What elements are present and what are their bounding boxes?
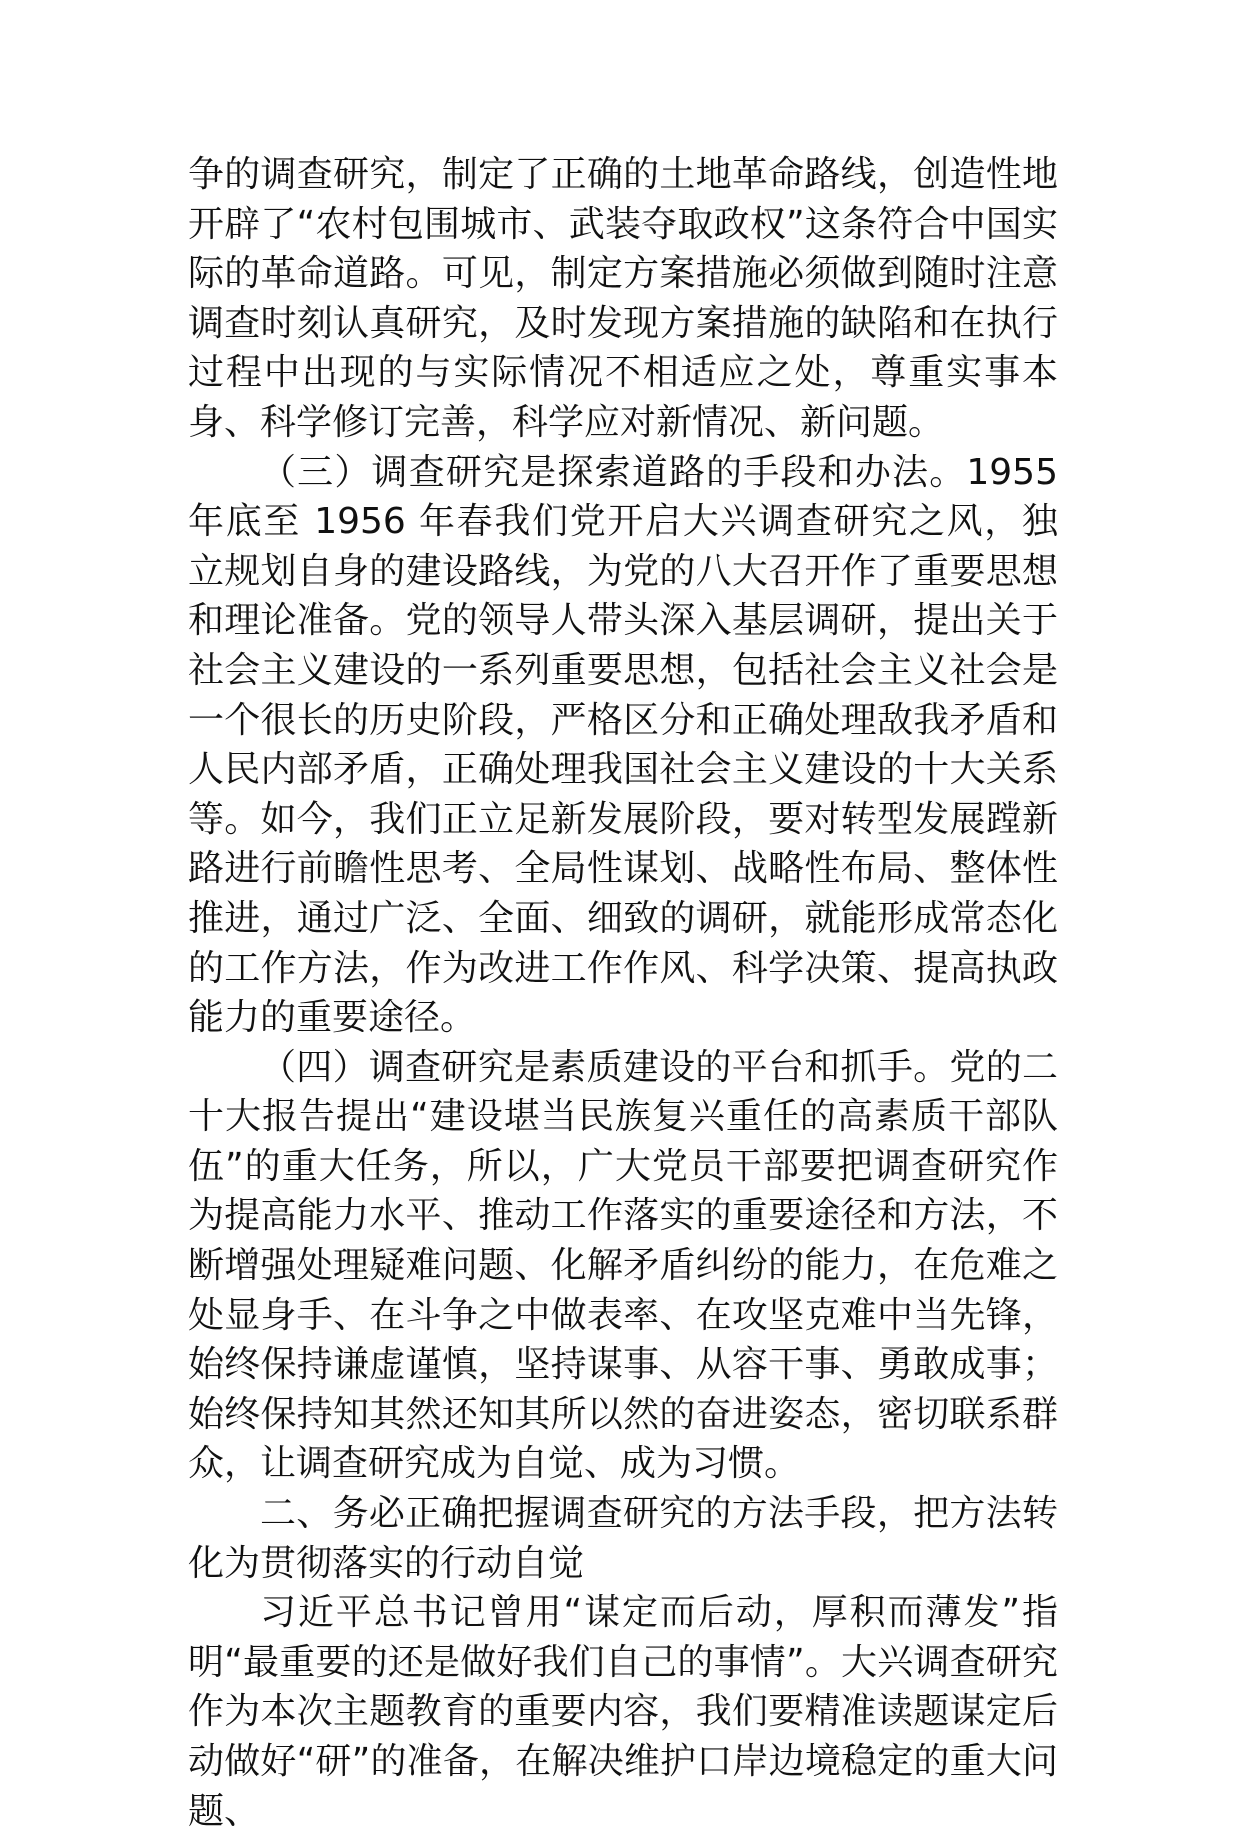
section-heading-2: 二、务必正确把握调查研究的方法手段，把方法转化为贯彻落实的行动自觉 bbox=[188, 1493, 1058, 1584]
body-paragraph-section-4: （四）调查研究是素质建设的平台和抓手。党的二十大报告提出“建设堪当民族复兴重任的高素质干部队伍”的重大任务，所以，广大党员干部要把调查研究作为提高能力水平、推动工作落实的重要途径和方法，不断增强处理疑难问题、化解矛盾纠纷的能力，在危难之处显身手、在斗争之中做表率、在攻坚克难中当先锋，始终保持谦虚谨慎，坚持谋事、从容干事、勇敢成事；始终保持知其然还知其所以然的奋进姿态，密切联系群众，让调查研究成为自觉、成为习惯。 bbox=[188, 1046, 1058, 1485]
body-paragraph-continued: 争的调查研究，制定了正确的土地革命路线，创造性地开辟了“农村包围城市、武装夺取政权”这条符合中国实际的革命道路。可见，制定方案措施必须做到随时注意调查时刻认真研究，及时发现方案措施的缺陷和在执行过程中出现的与实际情况不相适应之处，尊重实事本身、科学修订完善，科学应对新情况、新问题。 bbox=[188, 154, 1058, 443]
document-page bbox=[188, 150, 1058, 1836]
body-paragraph-section-2-intro: 习近平总书记曾用“谋定而后动，厚积而薄发”指明“最重要的还是做好我们自己的事情”。大兴调查研究作为本次主题教育的重要内容，我们要精准读题谋定后动做好“研”的准备，在解决维护口岸边境稳定的重大问题、 bbox=[188, 1592, 1058, 1832]
body-paragraph-section-3: （三）调查研究是探索道路的手段和办法。1955 年底至 1956 年春我们党开启大兴调查研究之风，独立规划自身的建设路线，为党的八大召开作了重要思想和理论准备。党的领导人带头深入基层调研，提出关于社会主义建设的一系列重要思想，包括社会主义社会是一个很长的历史阶段，严格区分和正确处理敌我矛盾和人民内部矛盾，正确处理我国社会主义建设的十大关系等。如今，我们正立足新发展阶段，要对转型发展蹚新路进行前瞻性思考、全局性谋划、战略性布局、整体性推进，通过广泛、全面、细致的调研，就能形成常态化的工作方法，作为改进工作作风、科学决策、提高执政能力的重要途径。 bbox=[188, 451, 1058, 1039]
